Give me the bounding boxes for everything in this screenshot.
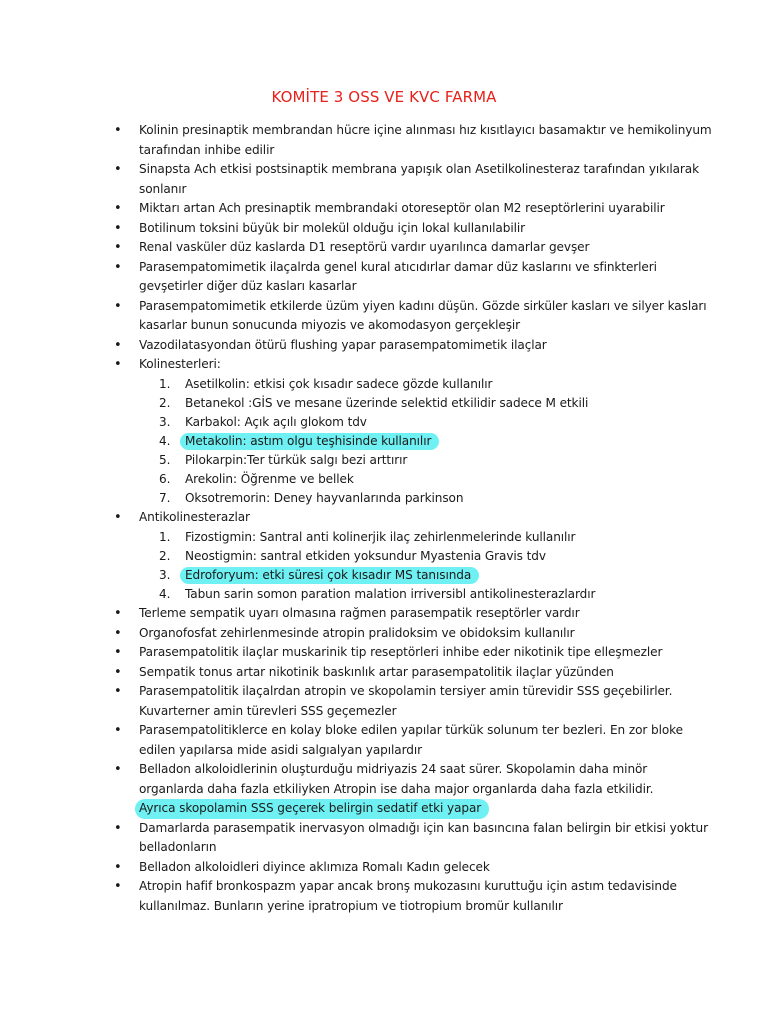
list-item-text: Miktarı artan Ach presinaptik membrandaki otoreseptör olan M2 reseptörlerini uyarabilir <box>139 201 665 215</box>
list-item-text: Antikolinesterazlar <box>139 510 250 525</box>
list-item-text: Sempatik tonus artar nikotinik baskınlık artar parasempatolitik ilaçlar yüzünden <box>139 664 614 679</box>
list-number: 2. <box>159 395 171 410</box>
kolinesterler-item <box>0 489 768 508</box>
sub-item-text: Karbakol: Açık açılı glokom tdv <box>185 414 367 429</box>
sub-item-text: Arekolin: Öğrenme ve bellek <box>185 471 354 486</box>
bullet-icon: • <box>114 162 122 177</box>
sub-item-text: Neostigmin: santral etkiden yoksundur Myastenia Gravis tdv <box>185 548 546 563</box>
bullet-icon: • <box>114 123 122 138</box>
kolinesterler-item <box>0 413 768 432</box>
sub-item-text: Tabun sarin somon paration malation irriversibl antikolinesterazlardır <box>185 586 596 601</box>
list-item-text: Atropin hafif bronkospazm yapar ancak bronş mukozasını kuruttuğu için astım tedavisinde kullanılmaz. Bunların yerine ipratropium ve tiotropium bromür kullanılır <box>139 879 677 913</box>
list-item-text: Parasempatolitik ilaçalrdan atropin ve skopolamin tersiyer amin türevidir SSS geçebilirler. Kuvarterner amin türevleri SSS geçemezler <box>139 684 673 718</box>
bullet-icon: • <box>114 337 122 353</box>
list-item <box>0 643 768 663</box>
list-item-antikolinesterazlar <box>0 508 768 528</box>
sub-item-text: Fizostigmin: Santral anti kolinerjik ilaç zehirlenmelerinde kullanılır <box>185 529 576 544</box>
bullet-icon: • <box>114 664 122 680</box>
bullet-icon: • <box>114 220 122 236</box>
kolinesterler-item <box>0 394 768 413</box>
bullet-icon: • <box>114 259 122 275</box>
kolinesterler-item <box>0 470 768 489</box>
list-item-text: Belladon alkoloidleri diyince aklımıza Romalı Kadın gelecek <box>139 859 490 874</box>
list-item <box>0 258 768 297</box>
list-item <box>0 219 768 239</box>
list-number: 2. <box>159 548 171 563</box>
list-item <box>0 238 768 258</box>
bullet-icon: • <box>114 645 122 661</box>
list-item-text: Botilinum toksini büyük bir molekül olduğu için lokal kullanılabilir <box>139 220 525 235</box>
list-item <box>0 297 768 336</box>
list-item-kolinesterler <box>0 355 768 375</box>
highlighted-text: Ayrıca skopolamin SSS geçerek belirgin sedatif etki yapar <box>135 799 489 819</box>
list-item-belladon <box>0 760 768 819</box>
list-item-text: Damarlarda parasempatik inervasyon olmadığı için kan basıncına falan belirgin bir etkisi yoktur belladonların <box>139 820 708 855</box>
bullet-icon: • <box>114 625 122 641</box>
sub-item-text: Betanekol :GİS ve mesane üzerinde selektid etkilidir sadece M etkili <box>185 395 589 410</box>
list-item <box>0 858 768 878</box>
list-item-text: Organofosfat zehirlenmesinde atropin pralidoksim ve obidoksim kullanılır <box>139 625 575 640</box>
list-number: 7. <box>159 491 171 506</box>
highlighted-text: Edroforyum: etki süresi çok kısadır MS tanısında <box>180 567 479 584</box>
list-item <box>0 819 768 858</box>
list-item-text: Parasempatolitik ilaçlar muskarinik tip reseptörleri inhibe eder nikotinik tipe elleşmezler <box>139 645 663 660</box>
highlighted-text: Metakolin: astım olgu teşhisinde kullanılır <box>180 433 439 450</box>
bullet-icon: • <box>114 879 122 895</box>
belladon-line-2: organlarda daha fazla etkiliyken Atropin ise daha major organlarda daha fazla etkilidir. <box>139 781 654 796</box>
list-item-text: Kolinin presinaptik membrandan hücre içine alınması hız kısıtlayıcı basamaktır ve hemikolinyum tarafından inhibe edilir <box>139 123 712 157</box>
list-number: 1. <box>159 529 171 544</box>
list-number: 5. <box>159 452 171 467</box>
bullet-icon: • <box>114 684 122 700</box>
bullet-icon: • <box>114 357 122 372</box>
antikolinesteraz-item <box>0 547 768 566</box>
antikolinesteraz-item <box>0 585 768 604</box>
list-number: 3. <box>159 567 171 582</box>
kolinesterler-item <box>0 432 768 451</box>
list-item <box>0 199 768 219</box>
kolinesterler-item <box>0 451 768 470</box>
bullet-icon: • <box>114 298 122 314</box>
sub-item-text: Oksotremorin: Deney hayvanlarında parkinson <box>185 491 464 506</box>
list-item <box>0 682 768 721</box>
list-item-text: Parasempatomimetik etkilerde üzüm yiyen kadını düşün. Gözde sirküler kasları ve silyer kasları kasarlar bunun sonucunda miyozis ve akomodasyon gerçekleşir <box>139 298 707 332</box>
bullet-icon: • <box>114 201 122 216</box>
sub-item-text: Pilokarpin:Ter türkük salgı bezi arttırır <box>185 452 408 467</box>
list-number: 6. <box>159 471 171 486</box>
notes-content <box>0 121 768 916</box>
list-item-text: Renal vasküler düz kaslarda D1 reseptörü vardır uyarılınca damarlar gevşer <box>139 240 590 254</box>
belladon-line-1: Belladon alkoloidlerinin oluşturduğu midriyazis 24 saat sürer. Skopolamin daha minör <box>139 762 648 777</box>
list-number: 4. <box>159 433 171 448</box>
list-number: 3. <box>159 414 171 429</box>
list-number: 4. <box>159 586 171 601</box>
list-item-text: Vazodilatasyondan ötürü flushing yapar parasempatomimetik ilaçlar <box>139 337 547 352</box>
sub-item-text: Asetilkolin: etkisi çok kısadır sadece gözde kullanılır <box>185 376 493 391</box>
list-item <box>0 336 768 356</box>
list-item-text: Kolinesterleri: <box>139 357 221 371</box>
list-item-text: Sinapsta Ach etkisi postsinaptik membrana yapışık olan Asetilkolinesteraz tarafından yıkılarak sonlanır <box>139 162 699 196</box>
list-item <box>0 160 768 199</box>
list-number: 1. <box>159 376 171 391</box>
list-item-text: Parasempatolitiklerce en kolay bloke edilen yapılar türkük solunum ter bezleri. En zor bloke edilen yapılarsa mide asidi salgıalyan yapılardır <box>139 723 683 757</box>
list-item <box>0 604 768 624</box>
bullet-icon: • <box>114 510 122 526</box>
list-item <box>0 624 768 644</box>
list-item <box>0 877 768 916</box>
list-item-text: Terleme sempatik uyarı olmasına rağmen parasempatik reseptörler vardır <box>139 606 580 621</box>
bullet-icon: • <box>114 762 122 778</box>
bullet-icon: • <box>114 820 122 836</box>
bullet-icon: • <box>114 723 122 739</box>
antikolinesteraz-item <box>0 528 768 547</box>
kolinesterler-item <box>0 375 768 394</box>
list-item-text: Parasempatomimetik ilaçalrda genel kural atıcıdırlar damar düz kaslarını ve sfinkterleri gevşetirler diğer düz kasları kasarlar <box>139 259 657 293</box>
bullet-icon: • <box>114 606 122 622</box>
page-title: KOMİTE 3 OSS VE KVC FARMA <box>271 88 497 106</box>
antikolinesteraz-item <box>0 566 768 585</box>
list-item <box>0 663 768 683</box>
list-item <box>0 721 768 760</box>
bullet-icon: • <box>114 240 122 255</box>
bullet-icon: • <box>114 859 122 875</box>
list-item <box>0 121 768 160</box>
